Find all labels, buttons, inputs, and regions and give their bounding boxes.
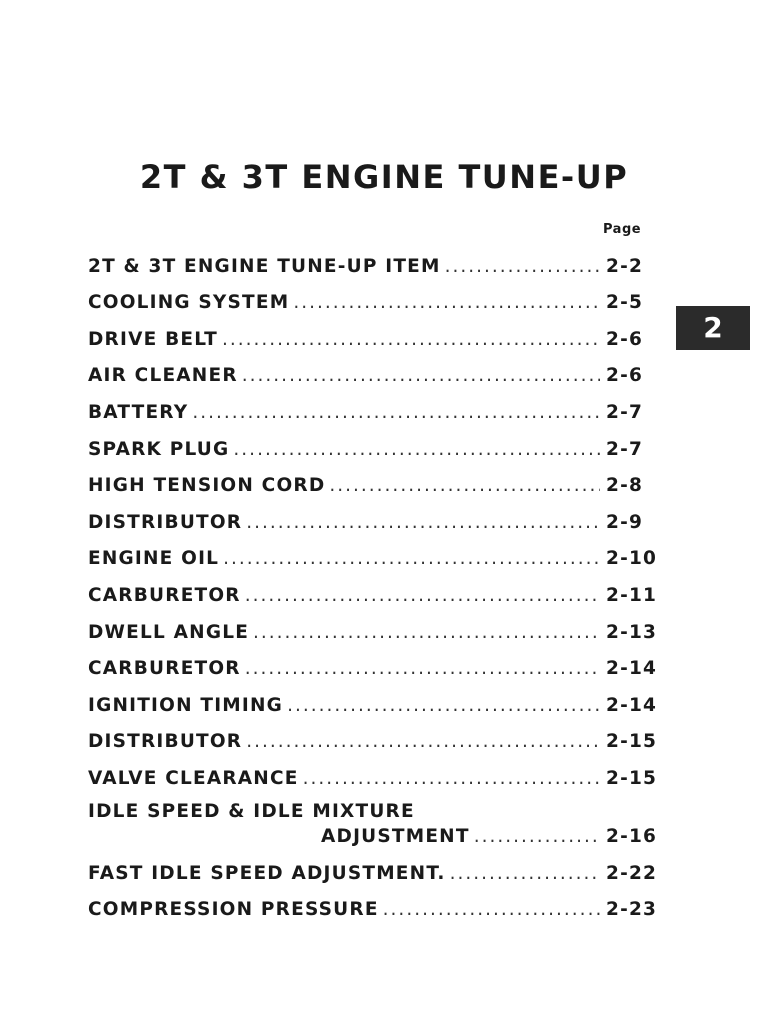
toc-entry-page: 2-6 — [606, 328, 644, 350]
toc-entry-label: AIR CLEANER — [88, 365, 238, 387]
toc-entry-label: HIGH TENSION CORD — [88, 475, 326, 497]
toc-entry — [88, 614, 668, 651]
toc-entry-label: COOLING SYSTEM — [88, 292, 290, 314]
dot-leader — [246, 512, 600, 533]
section-tab: 2 — [676, 306, 750, 350]
dot-leader — [383, 899, 600, 920]
toc-entry-label: DISTRIBUTOR — [88, 511, 243, 533]
toc-entry — [88, 358, 668, 395]
toc-entry-label: CARBURETOR — [88, 658, 241, 680]
toc-entry-label: DRIVE BELT — [88, 328, 218, 350]
dot-leader — [233, 439, 600, 460]
dot-leader — [223, 548, 600, 569]
toc-entry-page: 2-23 — [606, 899, 658, 921]
toc-entry — [88, 687, 668, 724]
dot-leader — [303, 768, 600, 789]
dot-leader — [293, 292, 600, 313]
toc-entry-page: 2-7 — [606, 438, 644, 460]
toc-entry-label: SPARK PLUG — [88, 438, 230, 460]
toc-entry — [88, 797, 668, 855]
dot-leader — [253, 622, 600, 643]
toc-entry — [88, 855, 668, 892]
toc-entry-label-line2: ADJUSTMENT — [321, 825, 470, 847]
toc-entry — [88, 541, 668, 578]
toc-entry-page: 2-2 — [606, 255, 644, 277]
dot-leader — [287, 695, 600, 716]
toc-entry-label: CARBURETOR — [88, 584, 241, 606]
toc-entry-page: 2-8 — [606, 475, 644, 497]
toc-entry-page: 2-5 — [606, 292, 644, 314]
toc-entry-page: 2-11 — [606, 584, 658, 606]
toc-entry-label: IGNITION TIMING — [88, 694, 284, 716]
toc-entry — [88, 724, 668, 761]
toc-entry-page: 2-6 — [606, 365, 644, 387]
toc-entry — [88, 892, 668, 929]
page-title: 2T & 3T ENGINE TUNE-UP — [139, 158, 629, 196]
toc-entry-page: 2-9 — [606, 511, 644, 533]
toc-entry-label: VALVE CLEARANCE — [88, 767, 299, 789]
toc-entry-page: 2-14 — [606, 694, 658, 716]
toc-entry — [88, 577, 668, 614]
toc-entry — [88, 504, 668, 541]
toc-entry-page: 2-13 — [606, 621, 658, 643]
toc-entry-label: ENGINE OIL — [88, 548, 220, 570]
dot-leader — [450, 863, 600, 884]
toc-entry-page: 2-15 — [606, 731, 658, 753]
dot-leader — [192, 402, 600, 423]
toc-entry-page: 2-7 — [606, 401, 644, 423]
toc-entry-page: 2-15 — [606, 767, 658, 789]
toc-entry-page: 2-16 — [606, 825, 658, 847]
dot-leader — [445, 256, 600, 277]
dot-leader — [246, 731, 600, 752]
dot-leader — [242, 365, 600, 386]
toc-entry-page: 2-10 — [606, 548, 658, 570]
toc-entry-label: FAST IDLE SPEED ADJUSTMENT. — [88, 862, 446, 884]
dot-leader — [222, 329, 600, 350]
toc-entry — [88, 468, 668, 505]
toc-entry — [88, 431, 668, 468]
table-of-contents — [88, 248, 668, 928]
toc-entry-label: BATTERY — [88, 401, 189, 423]
toc-entry-page: 2-14 — [606, 658, 658, 680]
toc-entry-label: 2T & 3T ENGINE TUNE-UP ITEM — [88, 255, 441, 277]
toc-entry — [88, 651, 668, 688]
toc-entry-label-line1: IDLE SPEED & IDLE MIXTURE — [88, 800, 415, 822]
toc-entry — [88, 285, 668, 322]
toc-entry — [88, 394, 668, 431]
page-column-header: Page — [603, 222, 642, 237]
toc-entry-label: COMPRESSION PRESSURE — [88, 899, 379, 921]
toc-entry — [88, 248, 668, 285]
dot-leader — [245, 658, 600, 679]
toc-entry — [88, 760, 668, 797]
dot-leader — [474, 826, 600, 847]
dot-leader — [329, 475, 600, 496]
toc-entry-label: DISTRIBUTOR — [88, 731, 243, 753]
toc-list — [88, 248, 668, 928]
toc-entry-label: DWELL ANGLE — [88, 621, 250, 643]
dot-leader — [245, 585, 600, 606]
toc-entry-page: 2-22 — [606, 862, 658, 884]
toc-entry — [88, 321, 668, 358]
